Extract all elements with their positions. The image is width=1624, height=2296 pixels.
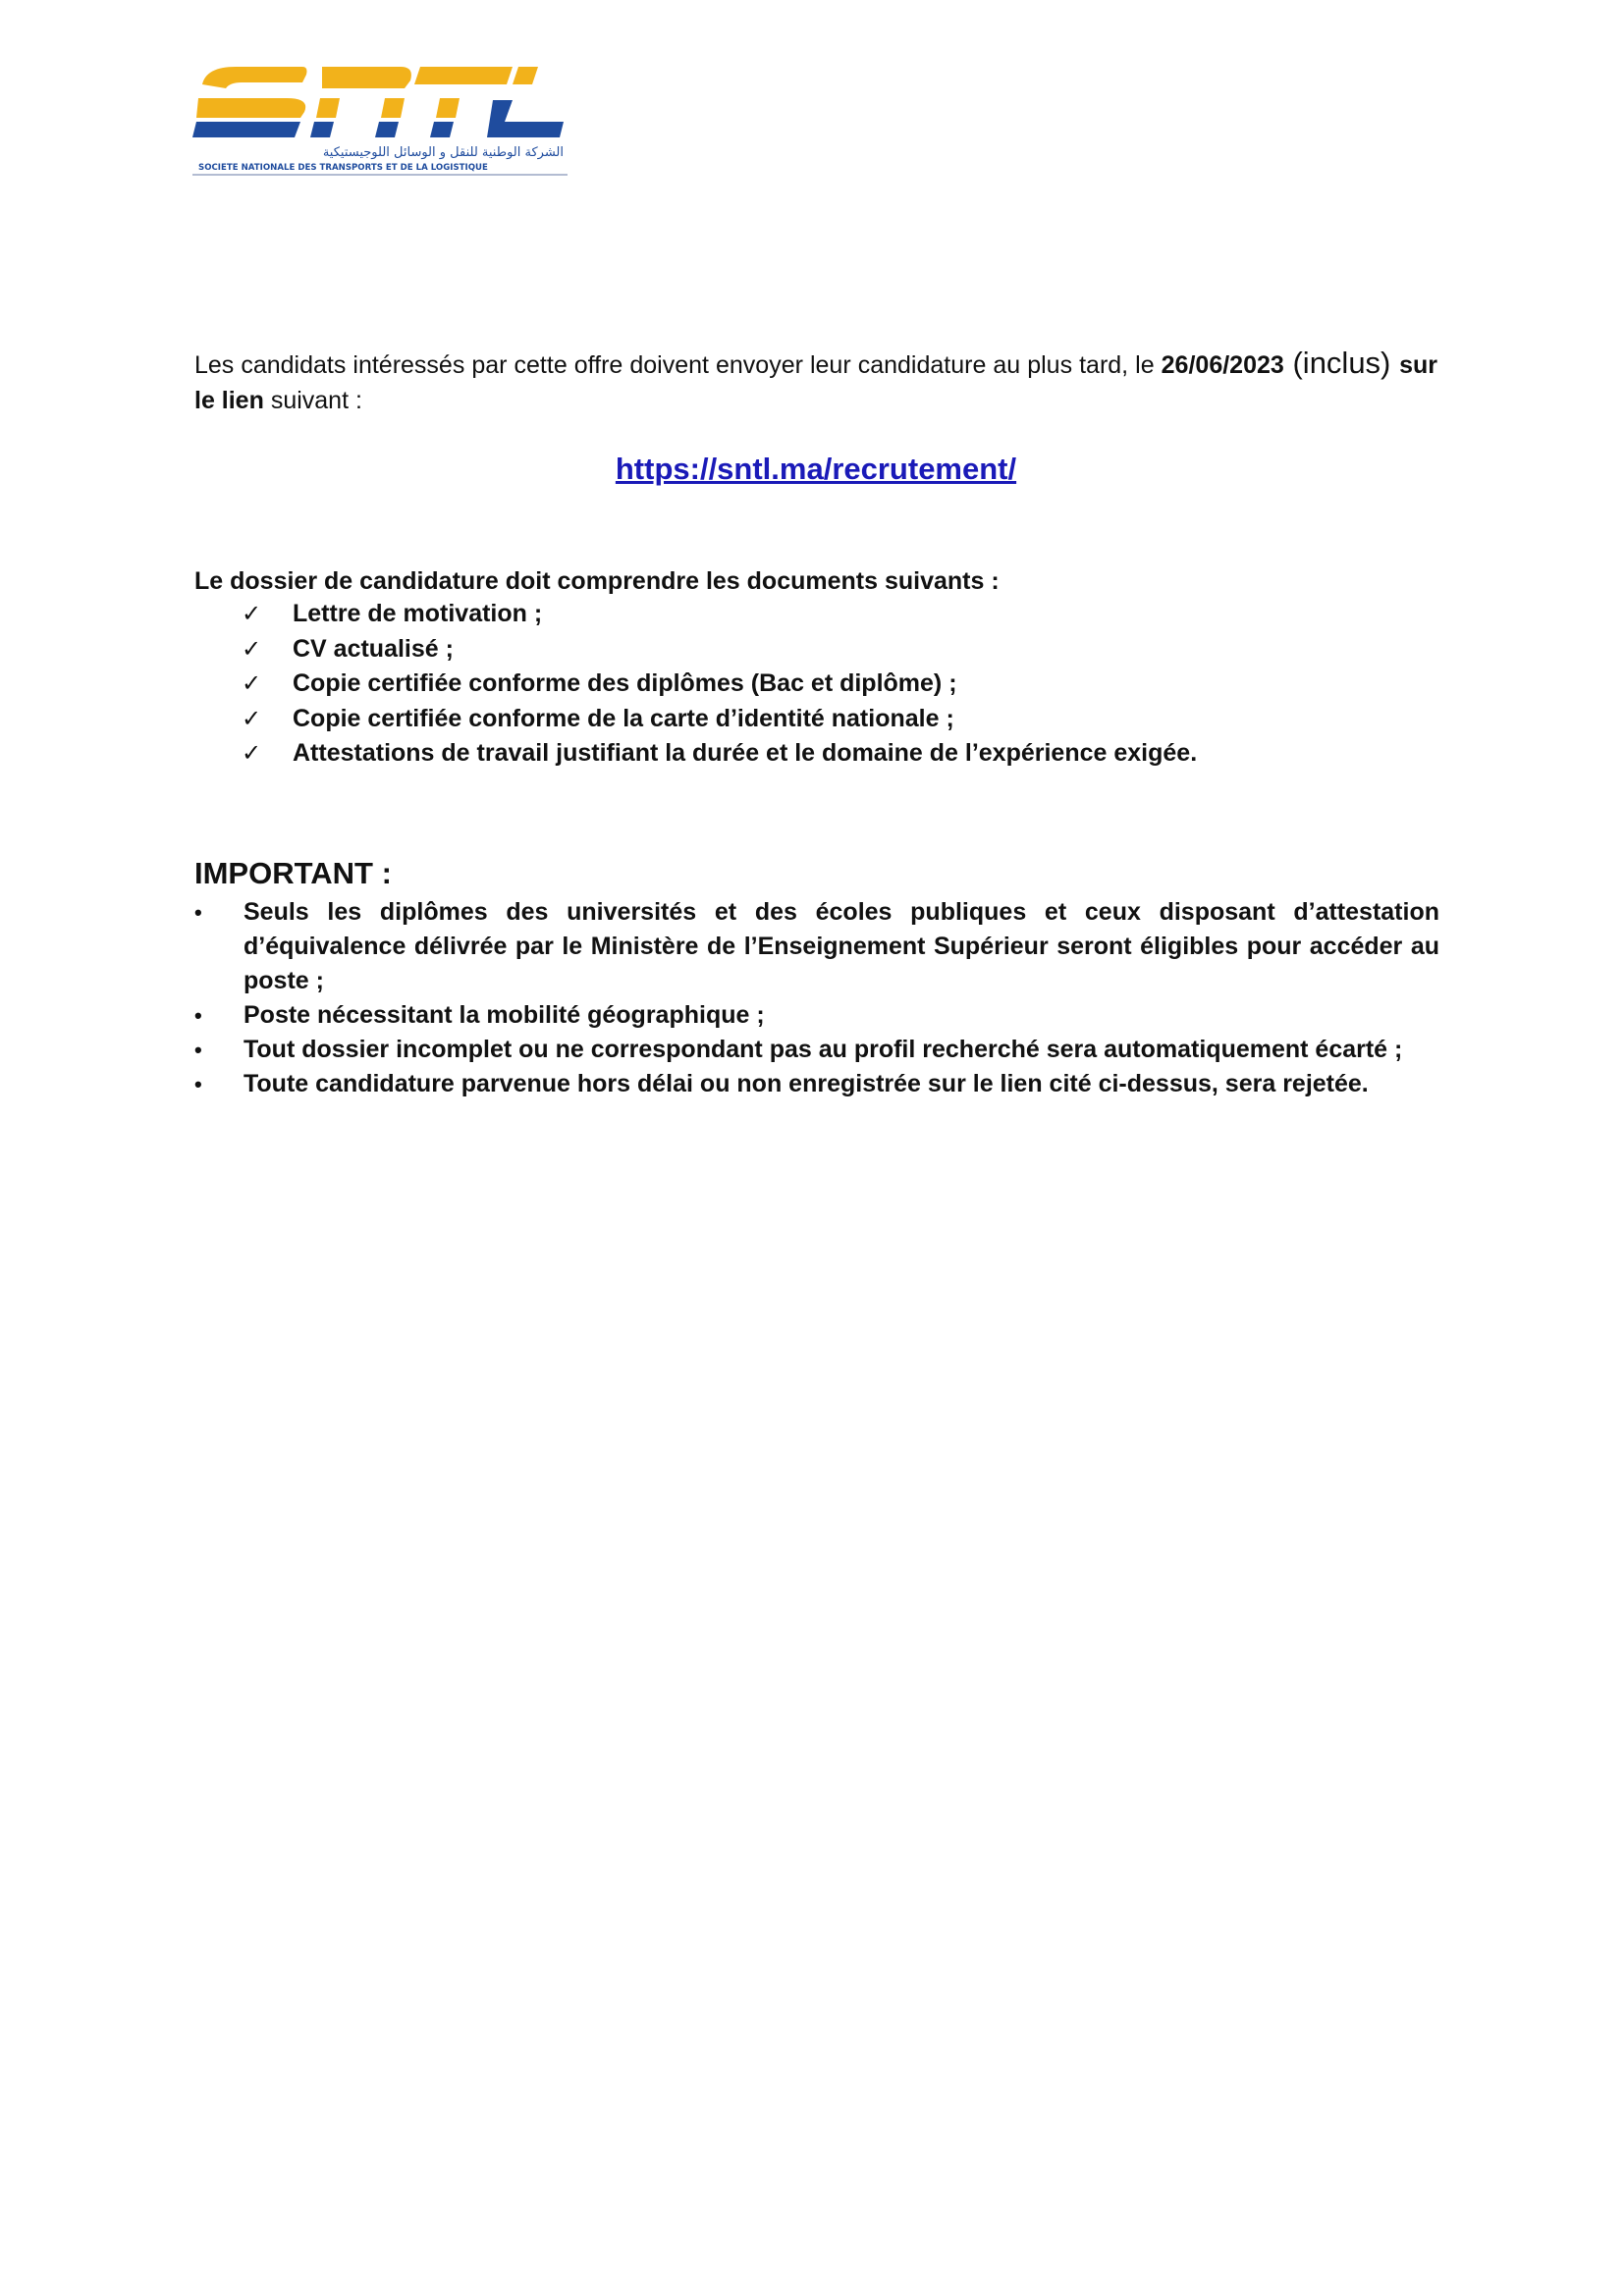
checkmark-icon: ✓: [242, 601, 262, 627]
deadline-date: 26/06/2023: [1161, 351, 1284, 379]
link-container: [194, 452, 1437, 487]
important-text: Seuls les diplômes des universités et des écoles publiques et ceux disposant d’attestation d’équivalence délivrée par le Ministère de l’Enseignement Supérieur seront éligibles pour accéder au poste ;: [244, 898, 1439, 994]
recruitment-link[interactable]: https://sntl.ma/recrutement/: [615, 452, 1017, 486]
important-title: IMPORTANT :: [194, 856, 392, 890]
document-label: Attestations de travail justifiant la durée et le domaine de l’expérience exigée.: [293, 739, 1198, 767]
document-label: Copie certifiée conforme de la carte d’identité nationale ;: [293, 704, 954, 732]
important-list: [194, 895, 1439, 1101]
list-item: [194, 1067, 1439, 1101]
list-item: [242, 736, 1439, 772]
bullet-icon: •: [194, 900, 202, 925]
documents-title: Le dossier de candidature doit comprendre les documents suivants :: [194, 567, 1000, 595]
bullet-icon: •: [194, 1072, 202, 1096]
important-text: Tout dossier incomplet ou ne correspondant pas au profil recherché sera automatiquement écarté ;: [244, 1036, 1403, 1063]
sntl-logo-graphic: [192, 61, 568, 177]
intro-paragraph: [194, 346, 1437, 418]
important-text: Toute candidature parvenue hors délai ou non enregistrée sur le lien cité ci-dessus, sera rejetée.: [244, 1070, 1369, 1097]
checkmark-icon: ✓: [242, 740, 262, 767]
document-label: Lettre de motivation ;: [293, 600, 543, 627]
intro-suffix: suivant :: [263, 387, 362, 414]
documents-list: [242, 597, 1439, 772]
bullet-icon: •: [194, 1003, 202, 1028]
list-item: [194, 895, 1439, 998]
logo-arabic-name: الشركة الوطنية للنقل و الوسائل اللوجيستيكية: [322, 145, 564, 160]
bullet-icon: •: [194, 1038, 202, 1062]
list-item: [194, 1033, 1439, 1067]
list-item: [194, 998, 1439, 1033]
list-item: [242, 632, 1439, 667]
list-item: [242, 702, 1439, 737]
document-label: Copie certifiée conforme des diplômes (Bac et diplôme) ;: [293, 669, 957, 697]
link-label: sur le lien: [194, 351, 1437, 414]
important-text: Poste nécessitant la mobilité géographique ;: [244, 1001, 765, 1029]
intro-text: Les candidats intéressés par cette offre doivent envoyer leur candidature au plus tard, le: [194, 351, 1162, 379]
inclus-text: (inclus): [1283, 346, 1400, 380]
checkmark-icon: ✓: [242, 670, 262, 697]
logo-french-name: SOCIETE NATIONALE DES TRANSPORTS ET DE LA LOGISTIQUE: [198, 163, 488, 173]
checkmark-icon: ✓: [242, 635, 262, 663]
sntl-logo: [192, 61, 568, 177]
document-label: CV actualisé ;: [293, 634, 454, 663]
list-item: [242, 597, 1439, 632]
checkmark-icon: ✓: [242, 705, 262, 732]
list-item: [242, 667, 1439, 702]
